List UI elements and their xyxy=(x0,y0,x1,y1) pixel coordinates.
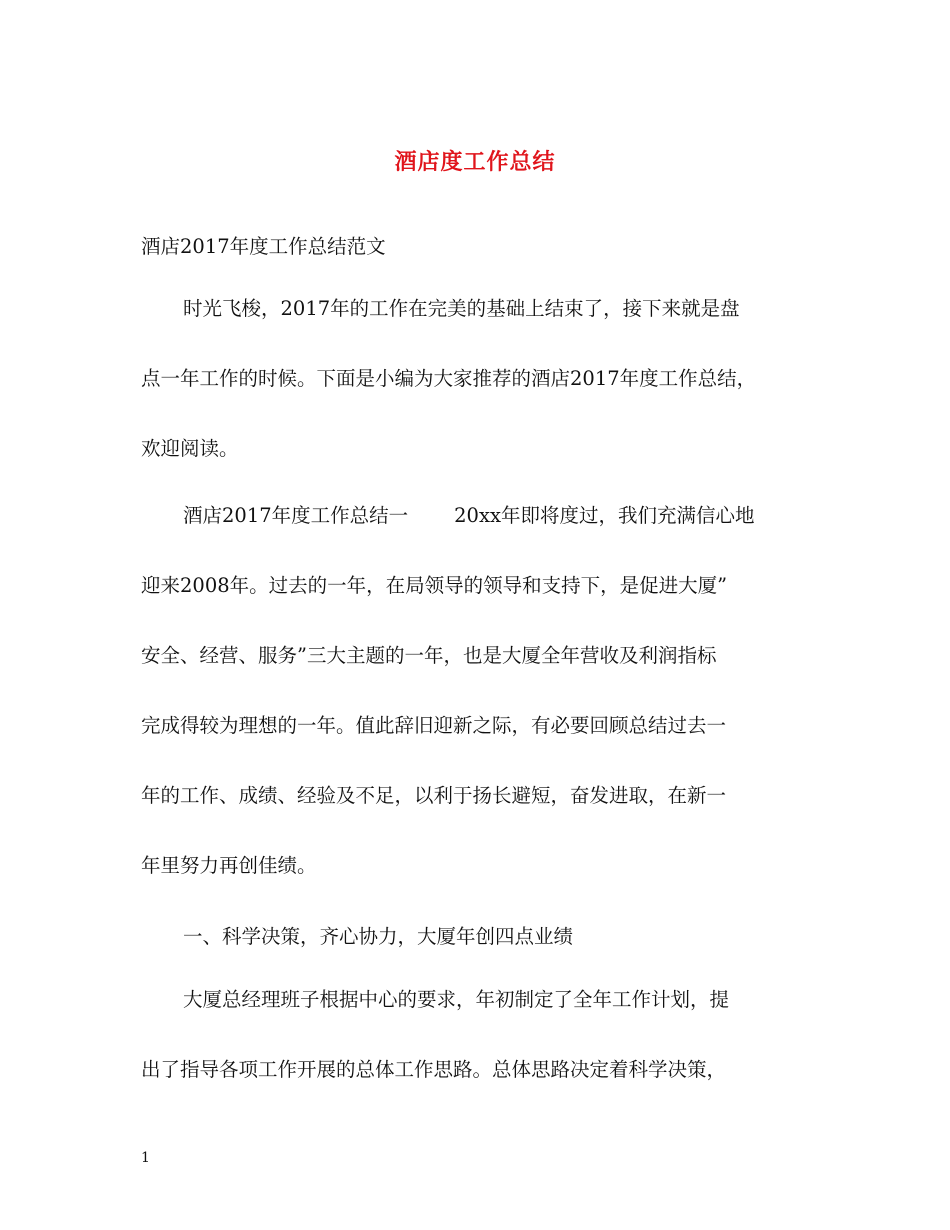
document-title: 酒店度工作总结 xyxy=(394,149,556,175)
paragraph-line: 安全、经营、服务”三大主题的一年，也是大厦全年营收及利润指标 xyxy=(141,644,717,667)
paragraph-line: 迎来2008年。过去的一年，在局领导的领导和支持下，是促进大厦” xyxy=(141,574,728,597)
paragraph-line: 年里努力再创佳绩。 xyxy=(141,854,317,877)
page-number: 1 xyxy=(141,1150,150,1166)
section-heading: 酒店2017年度工作总结一 xyxy=(183,504,409,527)
paragraph-line: 时光飞梭，2017年的工作在完美的基础上结束了，接下来就是盘 xyxy=(183,297,740,320)
document-subtitle: 酒店2017年度工作总结范文 xyxy=(141,235,386,258)
paragraph-line: 完成得较为理想的一年。值此辞旧迎新之际，有必要回顾总结过去一 xyxy=(141,714,727,737)
paragraph-text: 20xx年即将度过，我们充满信心地 xyxy=(454,504,755,527)
paragraph-line: 欢迎阅读。 xyxy=(141,437,239,460)
paragraph-line: 大厦总经理班子根据中心的要求，年初制定了全年工作计划，提 xyxy=(183,988,730,1011)
paragraph-line: 年的工作、成绩、经验及不足，以利于扬长避短，奋发进取，在新一 xyxy=(141,784,727,807)
paragraph-line: 点一年工作的时候。下面是小编为大家推荐的酒店2017年度工作总结， xyxy=(141,367,757,390)
paragraph-line xyxy=(183,501,863,531)
section-heading: 一、科学决策，齐心协力，大厦年创四点业绩 xyxy=(183,925,574,948)
paragraph-line: 出了指导各项工作开展的总体工作思路。总体思路决定着科学决策， xyxy=(141,1058,727,1081)
